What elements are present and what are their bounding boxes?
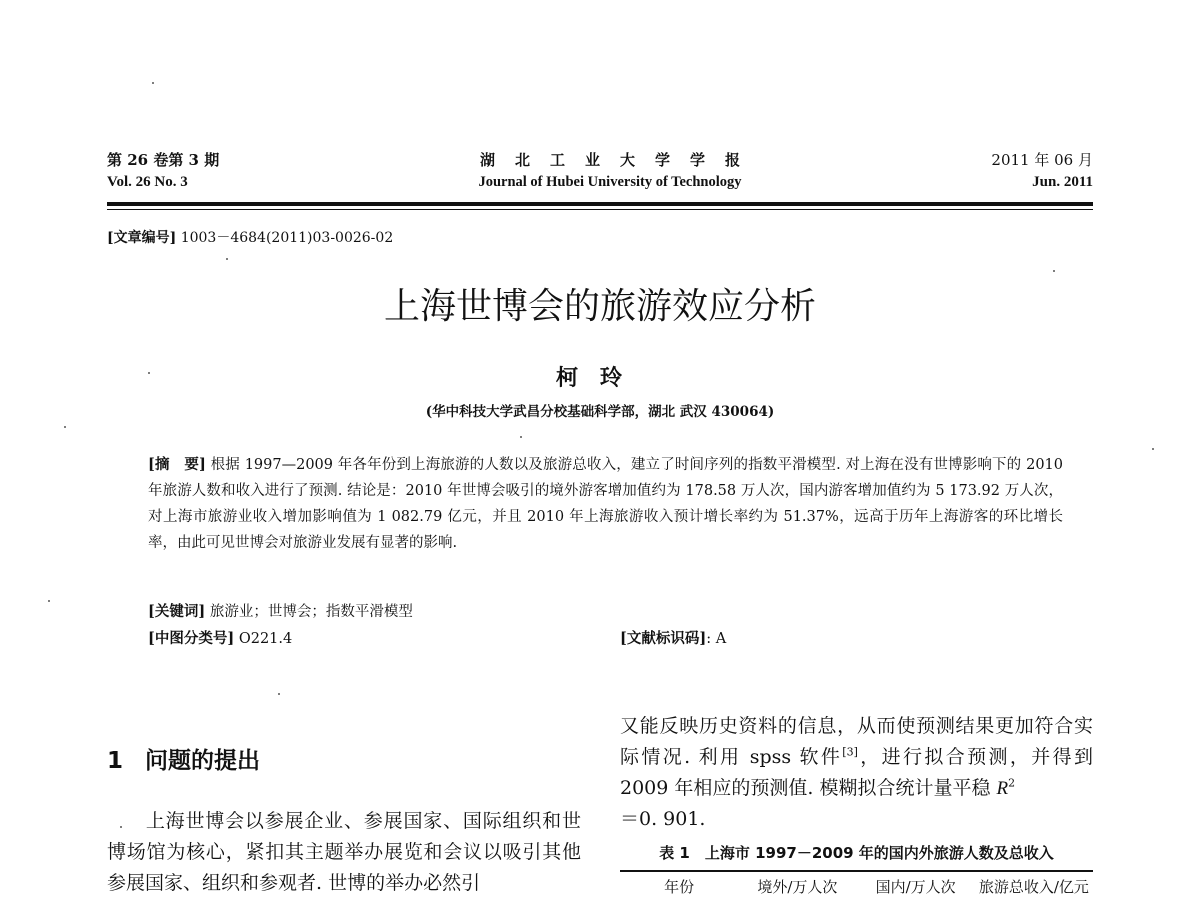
r-squared-symbol: R bbox=[996, 778, 1009, 799]
document-code-value: : A bbox=[706, 631, 727, 647]
table-col-header: 旅游总收入/亿元 bbox=[978, 878, 1089, 896]
scan-speck bbox=[1152, 448, 1154, 450]
document-code bbox=[620, 627, 726, 648]
journal-name-en: Journal of Hubei University of Technology bbox=[478, 174, 742, 190]
keywords-label: [关键词] bbox=[148, 603, 206, 620]
section-number: 1 bbox=[107, 748, 124, 774]
scan-speck bbox=[148, 372, 150, 374]
right-text-a: 又能反映历史资料的信息，从而使预测结果更加符合实际情况. 利用 spss 软件 bbox=[620, 715, 1093, 768]
section-body-left bbox=[107, 806, 581, 899]
scan-speck bbox=[278, 693, 280, 695]
author-affiliation: (华中科技大学武昌分校基础科学部，湖北 武汉 430064) bbox=[425, 404, 775, 420]
table-header-row bbox=[620, 876, 1093, 897]
body-right-column bbox=[620, 711, 1093, 835]
clc-value: O221.4 bbox=[234, 631, 293, 647]
author-name: 柯玲 bbox=[555, 365, 644, 391]
scan-speck bbox=[226, 258, 228, 260]
paper-title: 上海世博会的旅游效应分析 bbox=[383, 286, 816, 327]
volume-issue-en: Vol. 26 No. 3 bbox=[107, 174, 188, 190]
citation-ref: [3] bbox=[842, 745, 858, 759]
abstract-label: [摘 要] bbox=[148, 456, 206, 473]
right-text-c: ＝0. 901. bbox=[620, 808, 706, 830]
header-rule-thin bbox=[107, 209, 1093, 210]
table-caption: 表 1 上海市 1997－2009 年的国内外旅游人数及总收入 bbox=[659, 844, 1054, 862]
clc-number bbox=[148, 627, 292, 648]
scan-speck bbox=[64, 426, 66, 428]
table-col-header: 年份 bbox=[664, 878, 695, 896]
volume-issue-cn: 第 26 卷第 3 期 bbox=[107, 151, 220, 169]
scan-speck bbox=[1053, 270, 1055, 272]
table-col-header: 境外/万人次 bbox=[757, 878, 838, 896]
header-rule-thick bbox=[107, 202, 1093, 206]
scan-speck bbox=[120, 826, 122, 828]
section-body-text: 上海世博会以参展企业、参展国家、国际组织和世博场馆为核心，紧扣其主题举办展览和会议以吸引其他参展国家、组织和参观者. 世博的举办必然引 bbox=[107, 810, 581, 894]
clc-label: [中图分类号] bbox=[148, 630, 235, 647]
scan-speck bbox=[520, 436, 522, 438]
section-title: 问题的提出 bbox=[145, 748, 261, 774]
table-top-rule bbox=[620, 870, 1093, 872]
document-code-label: [文献标识码] bbox=[620, 630, 707, 647]
issue-date-en: Jun. 2011 bbox=[1032, 174, 1093, 190]
article-number-label: [文章编号] bbox=[107, 230, 177, 246]
abstract bbox=[148, 452, 1063, 556]
table-col-header: 国内/万人次 bbox=[875, 878, 956, 896]
right-text-b: ，进行拟合预测，并得到 2009 年相应的预测值. 模糊拟合统计量平稳 bbox=[620, 746, 1093, 799]
r-squared-exponent: 2 bbox=[1008, 776, 1016, 790]
keywords bbox=[148, 600, 413, 621]
keywords-text: 旅游业；世博会；指数平滑模型 bbox=[205, 604, 413, 620]
scan-speck bbox=[48, 600, 50, 602]
article-number-value: 1003－4684(2011)03-0026-02 bbox=[176, 230, 394, 246]
issue-date-cn: 2011 年 06 月 bbox=[991, 151, 1093, 169]
section-heading bbox=[107, 742, 260, 775]
abstract-text: 根据 1997—2009 年各年份到上海旅游的人数以及旅游总收入，建立了时间序列的指数平滑模型. 对上海在没有世博影响下的 2010 年旅游人数和收入进行了预测. 结论是：2010 年世博会吸引的境外游客增加值约为 178.58 万人次，国内游客增加值约为 5 173.92 万人次，对上海市旅游业收入增加影响值为 1 082.79 亿元，并且 2010 年上海旅游收入预计增长率约为 51.37%，远高于历年上海游客的环比增长率，由此可见世博会对旅游业发展有显著的影响. bbox=[148, 457, 1063, 551]
article-number bbox=[107, 227, 393, 247]
journal-name-cn: 湖北工业大学学报 bbox=[479, 151, 760, 169]
scan-speck bbox=[152, 82, 154, 84]
